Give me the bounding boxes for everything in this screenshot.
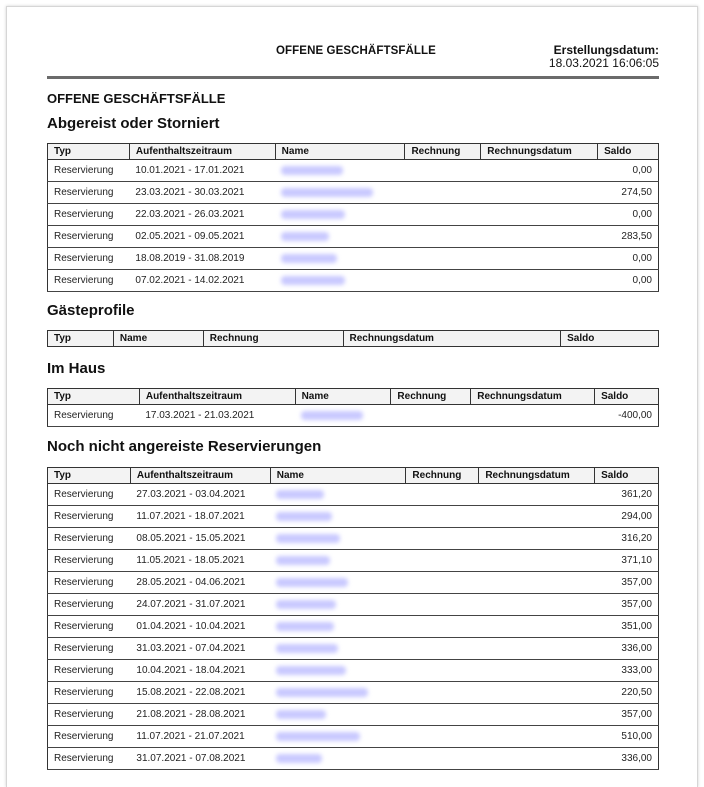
- table-row: [48, 660, 659, 682]
- redacted-guest-name: [276, 622, 334, 631]
- cell-saldo: 357,00: [595, 704, 659, 726]
- column-header-aufenthaltszeitraum: Aufenthaltszeitraum: [129, 144, 275, 160]
- table-header-row: [48, 468, 659, 484]
- cell-typ: Reservierung: [48, 160, 130, 182]
- cell-name: [275, 160, 405, 182]
- table-row: [48, 248, 659, 270]
- cell-rechnungsdatum: [479, 638, 595, 660]
- cell-saldo: 0,00: [598, 270, 659, 292]
- column-header-typ: Typ: [48, 468, 131, 484]
- report-header: [47, 7, 659, 79]
- redacted-guest-name: [276, 600, 336, 609]
- table-row: [48, 182, 659, 204]
- column-header-rechnungsdatum: Rechnungsdatum: [471, 389, 595, 405]
- column-header-saldo: Saldo: [561, 331, 659, 347]
- table-header-row: [48, 144, 659, 160]
- column-header-name: Name: [113, 331, 203, 347]
- cell-rechnung: [406, 484, 479, 506]
- cell-zeitraum: 22.03.2021 - 26.03.2021: [129, 204, 275, 226]
- cell-rechnungsdatum: [481, 248, 598, 270]
- cell-typ: Reservierung: [48, 182, 130, 204]
- column-header-saldo: Saldo: [598, 144, 659, 160]
- cell-saldo: 333,00: [595, 660, 659, 682]
- redacted-guest-name: [281, 276, 345, 285]
- cell-name: [270, 638, 406, 660]
- cell-rechnungsdatum: [479, 748, 595, 770]
- cell-rechnung: [405, 226, 481, 248]
- column-header-rechnungsdatum: Rechnungsdatum: [479, 468, 595, 484]
- cell-saldo: 357,00: [595, 594, 659, 616]
- cell-rechnung: [406, 550, 479, 572]
- cell-rechnung: [391, 405, 471, 427]
- redacted-guest-name: [276, 534, 340, 543]
- cell-name: [270, 594, 406, 616]
- column-header-typ: Typ: [48, 389, 140, 405]
- cell-zeitraum: 18.08.2019 - 31.08.2019: [129, 248, 275, 270]
- cell-rechnungsdatum: [479, 660, 595, 682]
- guest-profiles-table: [47, 330, 659, 347]
- cell-saldo: 357,00: [595, 572, 659, 594]
- cell-typ: Reservierung: [48, 638, 131, 660]
- report-page: [6, 6, 698, 787]
- redacted-guest-name: [276, 754, 322, 763]
- cell-typ: Reservierung: [48, 682, 131, 704]
- column-header-saldo: Saldo: [595, 389, 659, 405]
- redacted-guest-name: [281, 188, 373, 197]
- column-header-typ: Typ: [48, 331, 114, 347]
- cell-name: [270, 748, 406, 770]
- cell-saldo: 371,10: [595, 550, 659, 572]
- cell-zeitraum: 23.03.2021 - 30.03.2021: [129, 182, 275, 204]
- section-title-in-house: Im Haus: [47, 360, 106, 377]
- redacted-guest-name: [276, 688, 368, 697]
- document-title: OFFENE GESCHÄFTSFÄLLE: [47, 91, 226, 106]
- cell-typ: Reservierung: [48, 726, 131, 748]
- cell-saldo: 361,20: [595, 484, 659, 506]
- section-title-guest-profiles: Gästeprofile: [47, 302, 135, 319]
- redacted-guest-name: [276, 556, 330, 565]
- cell-zeitraum: 08.05.2021 - 15.05.2021: [130, 528, 270, 550]
- redacted-guest-name: [301, 411, 363, 420]
- table-row: [48, 160, 659, 182]
- cell-typ: Reservierung: [48, 248, 130, 270]
- section-title-departed: Abgereist oder Storniert: [47, 115, 220, 132]
- cell-rechnungsdatum: [479, 572, 595, 594]
- cell-rechnungsdatum: [479, 528, 595, 550]
- cell-zeitraum: 17.03.2021 - 21.03.2021: [139, 405, 295, 427]
- table-row: [48, 704, 659, 726]
- cell-rechnung: [406, 682, 479, 704]
- cell-saldo: 283,50: [598, 226, 659, 248]
- table-row: [48, 616, 659, 638]
- in-house-table: [47, 388, 659, 427]
- cell-rechnung: [405, 204, 481, 226]
- redacted-guest-name: [276, 512, 332, 521]
- cell-saldo: 0,00: [598, 160, 659, 182]
- cell-saldo: 0,00: [598, 204, 659, 226]
- cell-rechnung: [406, 572, 479, 594]
- cell-name: [275, 204, 405, 226]
- cell-saldo: 220,50: [595, 682, 659, 704]
- cell-zeitraum: 21.08.2021 - 28.08.2021: [130, 704, 270, 726]
- cell-rechnung: [405, 182, 481, 204]
- cell-zeitraum: 24.07.2021 - 31.07.2021: [130, 594, 270, 616]
- table-row: [48, 572, 659, 594]
- cell-name: [270, 484, 406, 506]
- cell-zeitraum: 31.07.2021 - 07.08.2021: [130, 748, 270, 770]
- cell-rechnung: [406, 616, 479, 638]
- column-header-rechnung: Rechnung: [391, 389, 471, 405]
- cell-zeitraum: 11.05.2021 - 18.05.2021: [130, 550, 270, 572]
- column-header-rechnungsdatum: Rechnungsdatum: [343, 331, 561, 347]
- cell-saldo: 294,00: [595, 506, 659, 528]
- cell-typ: Reservierung: [48, 506, 131, 528]
- cell-saldo: 316,20: [595, 528, 659, 550]
- cell-name: [270, 528, 406, 550]
- redacted-guest-name: [276, 490, 324, 499]
- cell-name: [270, 660, 406, 682]
- cell-typ: Reservierung: [48, 594, 131, 616]
- cell-zeitraum: 28.05.2021 - 04.06.2021: [130, 572, 270, 594]
- redacted-guest-name: [276, 732, 360, 741]
- cell-rechnungsdatum: [481, 226, 598, 248]
- table-row: [48, 726, 659, 748]
- cell-rechnungsdatum: [479, 704, 595, 726]
- departed-table: [47, 143, 659, 292]
- header-title: OFFENE GESCHÄFTSFÄLLE: [276, 45, 436, 57]
- redacted-guest-name: [281, 254, 337, 263]
- redacted-guest-name: [281, 210, 345, 219]
- cell-name: [270, 616, 406, 638]
- table-row: [48, 204, 659, 226]
- cell-typ: Reservierung: [48, 484, 131, 506]
- cell-rechnungsdatum: [481, 270, 598, 292]
- section-title-not-arrived: Noch nicht angereiste Reservierungen: [47, 438, 322, 455]
- redacted-guest-name: [276, 644, 338, 653]
- creation-date: [549, 44, 659, 70]
- cell-typ: Reservierung: [48, 704, 131, 726]
- column-header-name: Name: [295, 389, 391, 405]
- table-header-row: [48, 389, 659, 405]
- cell-name: [275, 270, 405, 292]
- table-row: [48, 270, 659, 292]
- redacted-guest-name: [276, 710, 326, 719]
- cell-rechnungsdatum: [479, 484, 595, 506]
- cell-name: [295, 405, 391, 427]
- column-header-name: Name: [270, 468, 406, 484]
- cell-zeitraum: 10.04.2021 - 18.04.2021: [130, 660, 270, 682]
- cell-rechnungsdatum: [481, 160, 598, 182]
- cell-name: [275, 182, 405, 204]
- cell-saldo: 336,00: [595, 638, 659, 660]
- cell-rechnung: [406, 704, 479, 726]
- table-row: [48, 682, 659, 704]
- cell-rechnung: [406, 726, 479, 748]
- cell-saldo: -400,00: [595, 405, 659, 427]
- column-header-aufenthaltszeitraum: Aufenthaltszeitraum: [130, 468, 270, 484]
- cell-typ: Reservierung: [48, 572, 131, 594]
- cell-rechnungsdatum: [479, 550, 595, 572]
- column-header-typ: Typ: [48, 144, 130, 160]
- cell-name: [275, 226, 405, 248]
- table-row: [48, 528, 659, 550]
- cell-rechnung: [406, 506, 479, 528]
- cell-rechnung: [406, 594, 479, 616]
- table-row: [48, 405, 659, 427]
- cell-zeitraum: 27.03.2021 - 03.04.2021: [130, 484, 270, 506]
- column-header-rechnung: Rechnung: [406, 468, 479, 484]
- cell-rechnung: [405, 160, 481, 182]
- cell-zeitraum: 15.08.2021 - 22.08.2021: [130, 682, 270, 704]
- column-header-rechnung: Rechnung: [405, 144, 481, 160]
- cell-zeitraum: 02.05.2021 - 09.05.2021: [129, 226, 275, 248]
- redacted-guest-name: [281, 232, 329, 241]
- cell-typ: Reservierung: [48, 204, 130, 226]
- cell-saldo: 336,00: [595, 748, 659, 770]
- column-header-rechnung: Rechnung: [203, 331, 343, 347]
- cell-rechnung: [405, 270, 481, 292]
- cell-rechnung: [406, 660, 479, 682]
- cell-zeitraum: 31.03.2021 - 07.04.2021: [130, 638, 270, 660]
- cell-name: [270, 682, 406, 704]
- cell-name: [275, 248, 405, 270]
- cell-rechnungsdatum: [481, 204, 598, 226]
- cell-rechnungsdatum: [479, 682, 595, 704]
- column-header-aufenthaltszeitraum: Aufenthaltszeitraum: [139, 389, 295, 405]
- cell-rechnung: [406, 528, 479, 550]
- table-row: [48, 638, 659, 660]
- cell-saldo: 0,00: [598, 248, 659, 270]
- cell-typ: Reservierung: [48, 405, 140, 427]
- cell-typ: Reservierung: [48, 270, 130, 292]
- cell-zeitraum: 11.07.2021 - 21.07.2021: [130, 726, 270, 748]
- table-row: [48, 506, 659, 528]
- cell-saldo: 351,00: [595, 616, 659, 638]
- cell-saldo: 510,00: [595, 726, 659, 748]
- table-row: [48, 748, 659, 770]
- cell-rechnung: [405, 248, 481, 270]
- table-header-row: [48, 331, 659, 347]
- column-header-name: Name: [275, 144, 405, 160]
- cell-name: [270, 506, 406, 528]
- cell-name: [270, 572, 406, 594]
- cell-rechnungsdatum: [481, 182, 598, 204]
- cell-rechnungsdatum: [479, 726, 595, 748]
- redacted-guest-name: [276, 666, 346, 675]
- cell-typ: Reservierung: [48, 616, 131, 638]
- table-row: [48, 226, 659, 248]
- cell-saldo: 274,50: [598, 182, 659, 204]
- table-row: [48, 550, 659, 572]
- cell-zeitraum: 01.04.2021 - 10.04.2021: [130, 616, 270, 638]
- column-header-rechnungsdatum: Rechnungsdatum: [481, 144, 598, 160]
- cell-rechnungsdatum: [479, 594, 595, 616]
- redacted-guest-name: [281, 166, 343, 175]
- cell-zeitraum: 11.07.2021 - 18.07.2021: [130, 506, 270, 528]
- cell-typ: Reservierung: [48, 226, 130, 248]
- report-content: [47, 7, 659, 770]
- cell-name: [270, 726, 406, 748]
- cell-name: [270, 704, 406, 726]
- cell-typ: Reservierung: [48, 748, 131, 770]
- cell-zeitraum: 10.01.2021 - 17.01.2021: [129, 160, 275, 182]
- redacted-guest-name: [276, 578, 348, 587]
- cell-rechnungsdatum: [479, 616, 595, 638]
- column-header-saldo: Saldo: [595, 468, 659, 484]
- cell-typ: Reservierung: [48, 528, 131, 550]
- creation-date-label: Erstellungsdatum:: [553, 43, 659, 57]
- not-arrived-table: [47, 467, 659, 770]
- cell-typ: Reservierung: [48, 550, 131, 572]
- creation-date-value: 18.03.2021 16:06:05: [548, 56, 659, 70]
- cell-name: [270, 550, 406, 572]
- table-row: [48, 594, 659, 616]
- table-row: [48, 484, 659, 506]
- cell-rechnungsdatum: [471, 405, 595, 427]
- cell-typ: Reservierung: [48, 660, 131, 682]
- cell-zeitraum: 07.02.2021 - 14.02.2021: [129, 270, 275, 292]
- cell-rechnung: [406, 638, 479, 660]
- cell-rechnungsdatum: [479, 506, 595, 528]
- cell-rechnung: [406, 748, 479, 770]
